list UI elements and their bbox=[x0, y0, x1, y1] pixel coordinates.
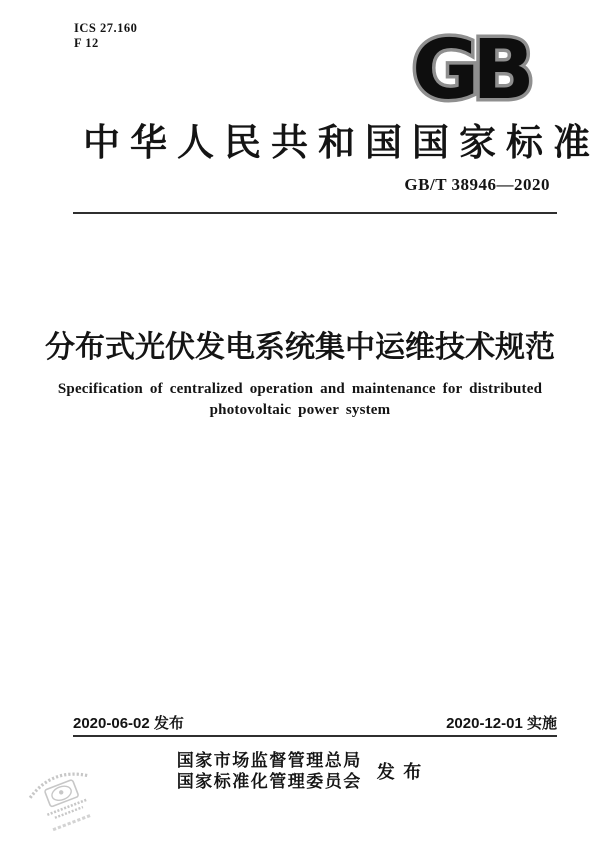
gb-logo-text: GB bbox=[412, 28, 528, 106]
ics-code: ICS 27.160 bbox=[74, 21, 138, 35]
certification-stamp-watermark bbox=[18, 758, 108, 836]
standard-number: GB/T 38946—2020 bbox=[404, 175, 550, 194]
title-en-line1: Specification of centralized operation and maintenance for distributed bbox=[57, 381, 543, 397]
gb-logo-icon bbox=[406, 28, 552, 106]
title-zh: 分布式光伏发电系统集中运维技术规范 bbox=[45, 331, 555, 364]
national-standard-header: 中华人民共和国国家标准 bbox=[83, 123, 600, 164]
bottom-divider bbox=[73, 735, 557, 737]
title-en bbox=[0, 379, 600, 421]
doc-class-code: F 12 bbox=[74, 36, 99, 50]
publisher-line2: 国家标准化管理委员会 bbox=[176, 772, 362, 791]
publisher-line1: 国家市场监督管理总局 bbox=[176, 751, 362, 770]
title-en-line2: photovoltaic power system bbox=[209, 402, 391, 418]
implementation-date: 2020-12-01 实施 bbox=[446, 715, 557, 732]
publisher-names bbox=[177, 750, 362, 792]
top-divider bbox=[73, 212, 557, 214]
issue-date: 2020-06-02 发布 bbox=[73, 715, 184, 732]
ics-block bbox=[74, 21, 137, 51]
date-row bbox=[73, 712, 557, 733]
publish-label: 发 布 bbox=[376, 762, 424, 782]
